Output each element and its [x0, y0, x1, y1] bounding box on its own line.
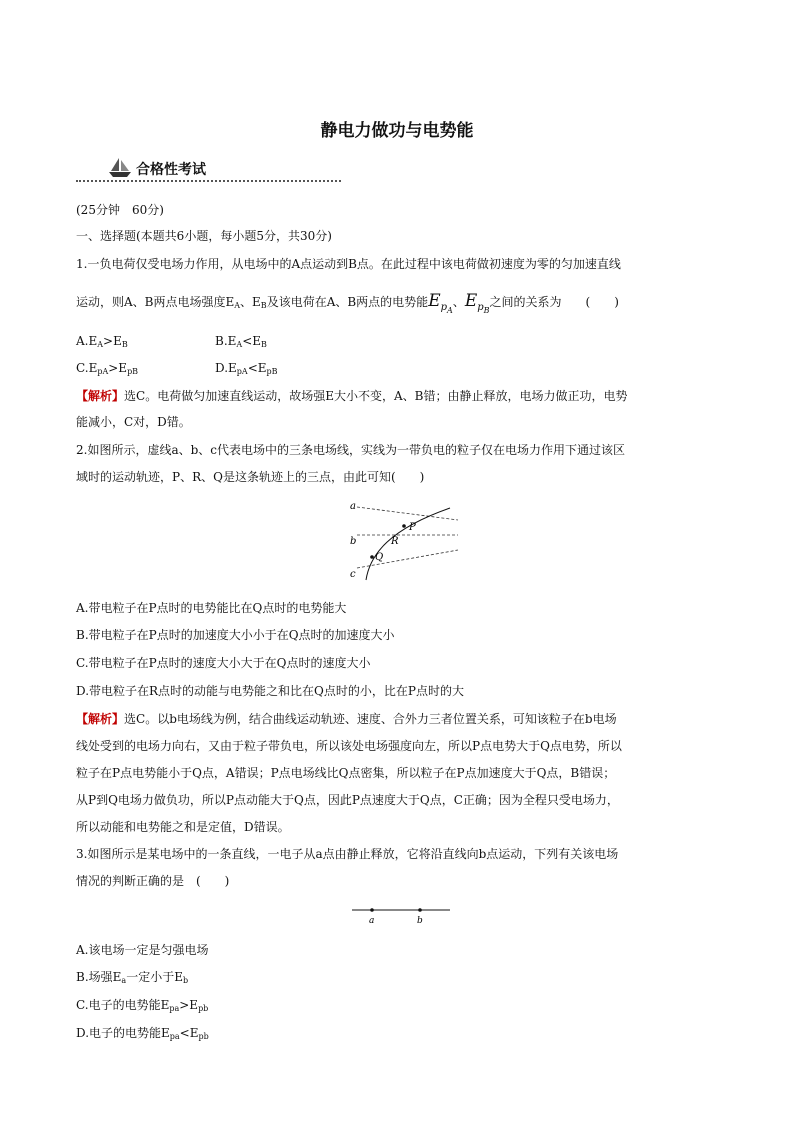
q1-stem-line1: 1.一负电荷仅受电场力作用，从电场中的A点运动到B点。在此过程中该电荷做初速度为零的匀加速直线: [76, 257, 621, 271]
point-b: [418, 908, 422, 912]
q3-option-a: A.该电场一定是匀强电场: [76, 943, 209, 957]
label-b: b: [350, 536, 357, 547]
point-a: [370, 908, 374, 912]
field-line-a: [357, 507, 458, 520]
page-title: 静电力做功与电势能: [320, 121, 474, 141]
q2-analysis-line4: 从P到Q电场力做负功，所以P点动能大于Q点，因此P点速度大于Q点，C正确；因为全程只受电场力，: [76, 793, 619, 807]
label-b: b: [417, 916, 423, 926]
q1-option-b: $B.E_A<E_B$: [215, 334, 267, 349]
label-a: a: [350, 501, 356, 512]
q2-analysis-line2: 线处受到的电场力向右，又由于粒子带负电，所以该处电场强度向左，所以P点电势大于Q点电势，所以: [76, 739, 622, 753]
point-q: [370, 555, 374, 559]
field-line-c: [357, 550, 458, 568]
time-note: (25分钟 60分): [76, 203, 164, 217]
sailboat-icon: [108, 156, 132, 182]
section-header: [108, 157, 206, 181]
q3-stem-line2: 情况的判断正确的是 ( ): [76, 874, 230, 888]
field-line-figure: [340, 494, 465, 584]
q2-stem-line2: 域时的运动轨迹，P、R、Q是这条轨迹上的三点，由此可知( ): [76, 470, 425, 484]
label-q: Q: [375, 552, 384, 563]
q1-analysis-line2: 能减小，C对，D错。: [76, 415, 191, 429]
q1-option-c: $C.E_{pA}>E_{pB}$: [76, 361, 139, 376]
trajectory-curve: [366, 508, 450, 580]
q3-option-c: C.电子的电势能$E_{pa}>E_{pb}$: [76, 998, 209, 1013]
part-heading: 一、选择题(本题共6小题，每小题5分，共30分): [76, 229, 332, 243]
q1-option-a: $A.E_A>E_B$: [76, 334, 128, 349]
section-divider: [76, 180, 341, 182]
q2-option-d: D.带电粒子在R点时的动能与电势能之和比在Q点时的小，比在P点时的大: [76, 684, 464, 698]
q2-analysis-line3: 粒子在P点电势能小于Q点，A错误；P点电场线比Q点密集，所以粒子在P点加速度大于Q点，B错误；: [76, 766, 616, 780]
math-epb: $E_{p_B}$: [464, 291, 490, 316]
q3-option-d: D.电子的电势能$E_{pa}<E_{pb}$: [76, 1026, 209, 1041]
label-p: P: [409, 522, 416, 533]
q2-analysis-line5: 所以动能和电势能之和是定值，D错误。: [76, 820, 290, 834]
q1-analysis-line1: 【解析】选C。电荷做匀加速直线运动，故场强E大小不变，A、B错；由静止释放，电场力做正功，电势: [76, 389, 628, 403]
section-label: 合格性考试: [136, 162, 206, 178]
q2-stem-line1: 2.如图所示，虚线a、b、c代表电场中的三条电场线，实线为一带负电的粒子仅在电场力作用下通过该区: [76, 443, 626, 457]
label-c: c: [350, 569, 356, 580]
q1-option-d: $D.E_{pA}<E_{pB}$: [215, 361, 278, 376]
label-a: a: [369, 916, 375, 926]
label-r: R: [391, 536, 399, 547]
straight-line-figure: [350, 902, 452, 926]
q2-option-a: A.带电粒子在P点时的电势能比在Q点时的电势能大: [76, 601, 347, 615]
math-epa: $E_{p_A}$: [428, 291, 453, 316]
q3-stem-line1: 3.如图所示是某电场中的一条直线，一电子从a点由静止释放，它将沿直线向b点运动，下列有关该电场: [76, 847, 619, 861]
q2-option-c: C.带电粒子在P点时的速度大小大于在Q点时的速度大小: [76, 656, 371, 670]
q2-analysis-line1: 【解析】选C。以b电场线为例，结合曲线运动轨迹、速度、合外力三者位置关系，可知该粒子在b电场: [76, 712, 617, 726]
point-p: [402, 524, 406, 528]
q2-option-b: B.带电粒子在P点时的加速度大小小于在Q点时的加速度大小: [76, 628, 395, 642]
q3-option-b: B.场强$E_a$一定小于$E_b$: [76, 970, 189, 985]
q1-stem-line2: 运动，则A、B两点电场强度$E_A$、$E_B$及该电荷在A、B两点的电势能$E_{p_A}$、$E_{p_B}$之间的关系为 ( ): [76, 291, 619, 316]
